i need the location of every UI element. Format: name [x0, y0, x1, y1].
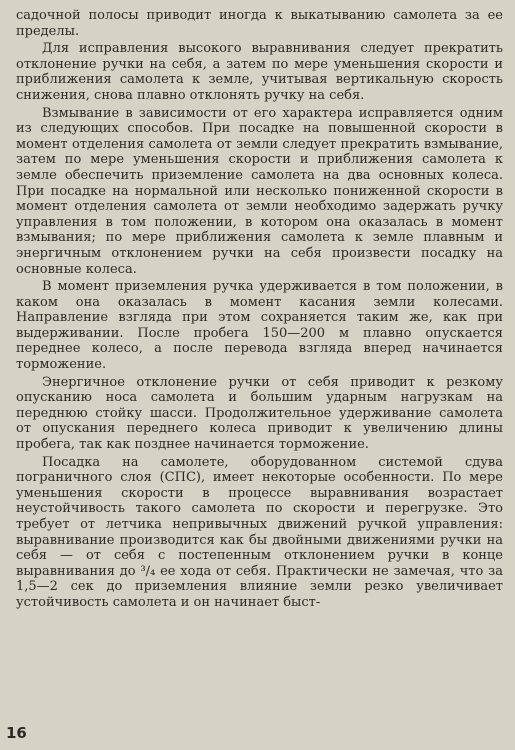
paragraph-touchdown: В момент приземления ручка удерживается в том положении, в каком она оказалась в момент касания земли колесами. Направление взгляда при этом сохраняется таким же, как при выдерживании. После пробега 150—200 м плавно опускается переднее колесо, а после перевода взгляда вперед начинается торможение. [16, 279, 503, 373]
paragraph-high-leveling-correction: Для исправления высокого выравнивания следует прекратить отклонение ручки на себя, а затем по мере уменьшения скорости и приближения самолета к земле, учитывая вертикальную скорость снижения, снова плавно отклонять ручку на себя. [16, 41, 503, 103]
paragraph-continuation: садочной полосы приводит иногда к выкатыванию самолета за ее пределы. [16, 8, 503, 39]
page-number: 16 [6, 724, 27, 742]
paragraph-bls-landing: Посадка на самолете, оборудованном системой сдува пограничного слоя (СПС), имеет некоторые особенности. По мере уменьшения скорости в процессе выравнивания возрастает неустойчивость такого самолета по скорости и перегрузке. Это требует от летчика непривычных движений ручкой управления: выравнивание производится как бы двойными движениями ручки на себя — от себя с постепенным отклонением ручки в конце выравнивания до ³/₄ ее хода от себя. Практически не замечая, что за 1,5—2 сек до приземления влияние земли резко увеличивает устойчивость самолета и он начинает быст- [16, 454, 503, 610]
paragraph-stick-forward: Энергичное отклонение ручки от себя приводит к резкому опусканию носа самолета и большим ударным нагрузкам на переднюю стойку шасси. Продолжительное удерживание самолета от опускания переднего колеса приводит к увеличению длины пробега, так как позднее начинается торможение. [16, 374, 503, 453]
paragraph-ballooning-correction: Взмывание в зависимости от его характера исправляется одним из следующих способов. При посадке на повышенной скорости в момент отделения самолета от земли следует прекратить взмывание, затем по мере уменьшения скорости и приближения самолета к земле обеспечить приземление самолета на два основных колеса. При посадке на нормальной или несколько пониженной скорости в момент отделения самолета от земли необходимо задержать ручку управления в том положении, в котором она оказалась в момент взмывания; по мере приближения самолета к земле плавным и энергичным отклонением ручки на себя произвести посадку на основные колеса. [16, 105, 503, 277]
